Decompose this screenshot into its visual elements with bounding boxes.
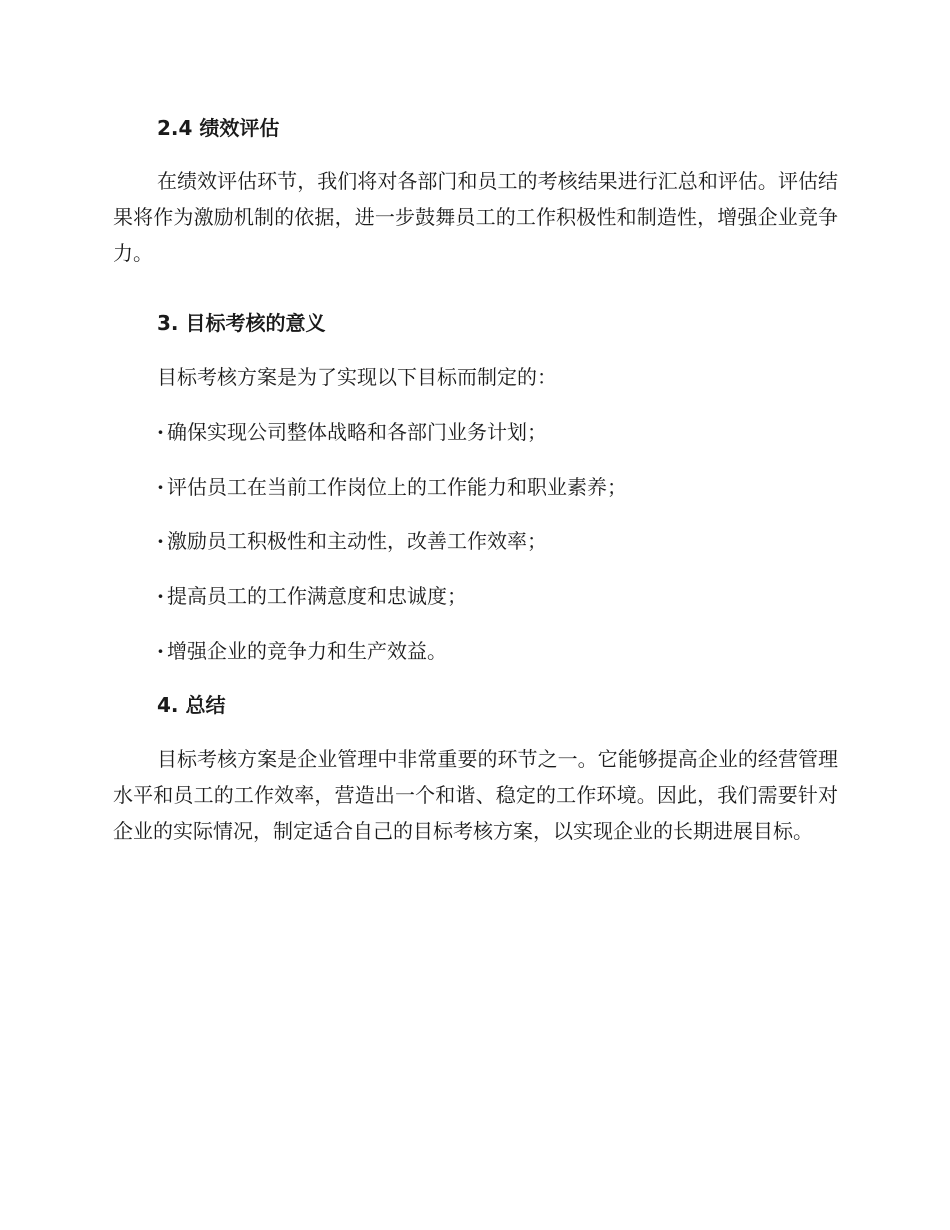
section-4-heading: 4. 总结 [157, 693, 226, 717]
list-item-text: 激励员工积极性和主动性，改善工作效率； [167, 529, 547, 553]
list-item [157, 473, 627, 501]
bullet-icon: · [157, 529, 164, 553]
section-2-4-paragraph: 在绩效评估环节，我们将对各部门和员工的考核结果进行汇总和评估。评估结果将作为激励机制的依据，进一步鼓舞员工的工作积极性和制造性，增强企业竞争力。 [113, 169, 838, 265]
list-item-text: 提高员工的工作满意度和忠诚度； [167, 584, 467, 608]
bullet-icon: · [157, 475, 164, 499]
list-item-text: 增强企业的竞争力和生产效益。 [167, 639, 447, 663]
section-3-intro: 目标考核方案是为了实现以下目标而制定的： [157, 365, 557, 389]
list-item [157, 418, 547, 446]
bullet-icon: · [157, 420, 164, 444]
list-item-text: 确保实现公司整体战略和各部门业务计划； [167, 420, 547, 444]
section-2-4-heading: 2.4 绩效评估 [157, 116, 280, 140]
section-4-paragraph: 目标考核方案是企业管理中非常重要的环节之一。它能够提高企业的经营管理水平和员工的工作效率，营造出一个和谐、稳定的工作环境。因此，我们需要针对企业的实际情况，制定适合自己的目标考核方案，以实现企业的长期进展目标。 [113, 747, 838, 843]
bullet-icon: · [157, 584, 164, 608]
section-3-heading: 3. 目标考核的意义 [157, 311, 326, 335]
list-item [157, 637, 447, 665]
list-item [157, 582, 467, 610]
bullet-icon: · [157, 639, 164, 663]
list-item-text: 评估员工在当前工作岗位上的工作能力和职业素养； [167, 475, 627, 499]
list-item [157, 527, 547, 555]
